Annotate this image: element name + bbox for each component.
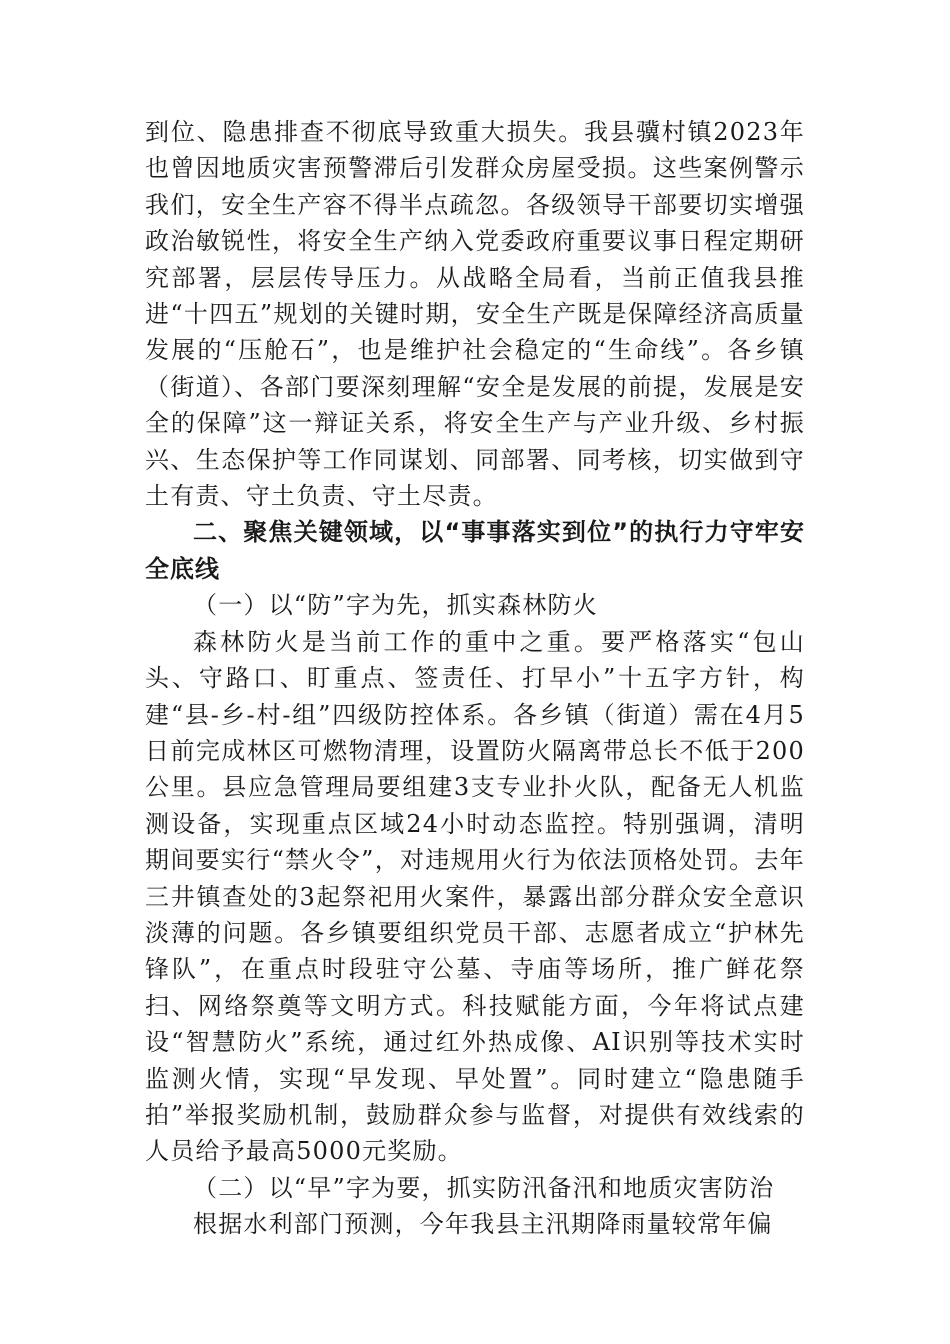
body-paragraph: 森林防火是当前工作的重中之重。要严格落实“包山头、守路口、盯重点、签责任、打早小”十五字方针，构建“县-乡-村-组”四级防控体系。各乡镇（街道）需在4月5日前完成林区可燃物清理，设置防火隔离带总长不低于200公里。县应急管理局要组建3支专业扑火队，配备无人机监测设备，实现重点区域24小时动态监控。特别强调，清明期间要实行“禁火令”，对违规用火行为依法顶格处罚。去年三井镇查处的3起祭祀用火案件，暴露出部分群众安全意识淡薄的问题。各乡镇要组织党员干部、志愿者成立“护林先锋队”，在重点时段驻守公墓、寺庙等场所，推广鲜花祭扫、网络祭奠等文明方式。科技赋能方面，今年将试点建设“智慧防火”系统，通过红外热成像、AI识别等技术实时监测火情，实现“早发现、早处置”。同时建立“隐患随手拍”举报奖励机制，鼓励群众参与监督，对提供有效线索的人员给予最高5000元奖励。 <box>145 627 805 1166</box>
subsection-heading: （一）以“防”字为先，抓实森林防火 <box>193 591 598 620</box>
document-body <box>145 114 805 1243</box>
subsection-heading: （二）以“早”字为要，抓实防汛备汛和地质灾害防治 <box>193 1173 775 1202</box>
body-paragraph: 根据水利部门预测，今年我县主汛期降雨量较常年偏 <box>193 1210 773 1239</box>
section-heading: 二、聚焦关键领域，以“事事落实到位”的执行力守牢安全底线 <box>145 518 805 583</box>
body-paragraph: 到位、隐患排查不彻底导致重大损失。我县骥村镇2023年也曾因地质灾害预警滞后引发群众房屋受损。这些案例警示我们，安全生产容不得半点疏忽。各级领导干部要切实增强政治敏锐性，将安全生产纳入党委政府重要议事日程定期研究部署，层层传导压力。从战略全局看，当前正值我县推进“十四五”规划的关键时期，安全生产既是保障经济高质量发展的“压舱石”，也是维护社会稳定的“生命线”。各乡镇（街道）、各部门要深刻理解“安全是发展的前提，发展是安全的保障”这一辩证关系，将安全生产与产业升级、乡村振兴、生态保护等工作同谋划、同部署、同考核，切实做到守土有责、守土负责、守土尽责。 <box>145 118 805 511</box>
